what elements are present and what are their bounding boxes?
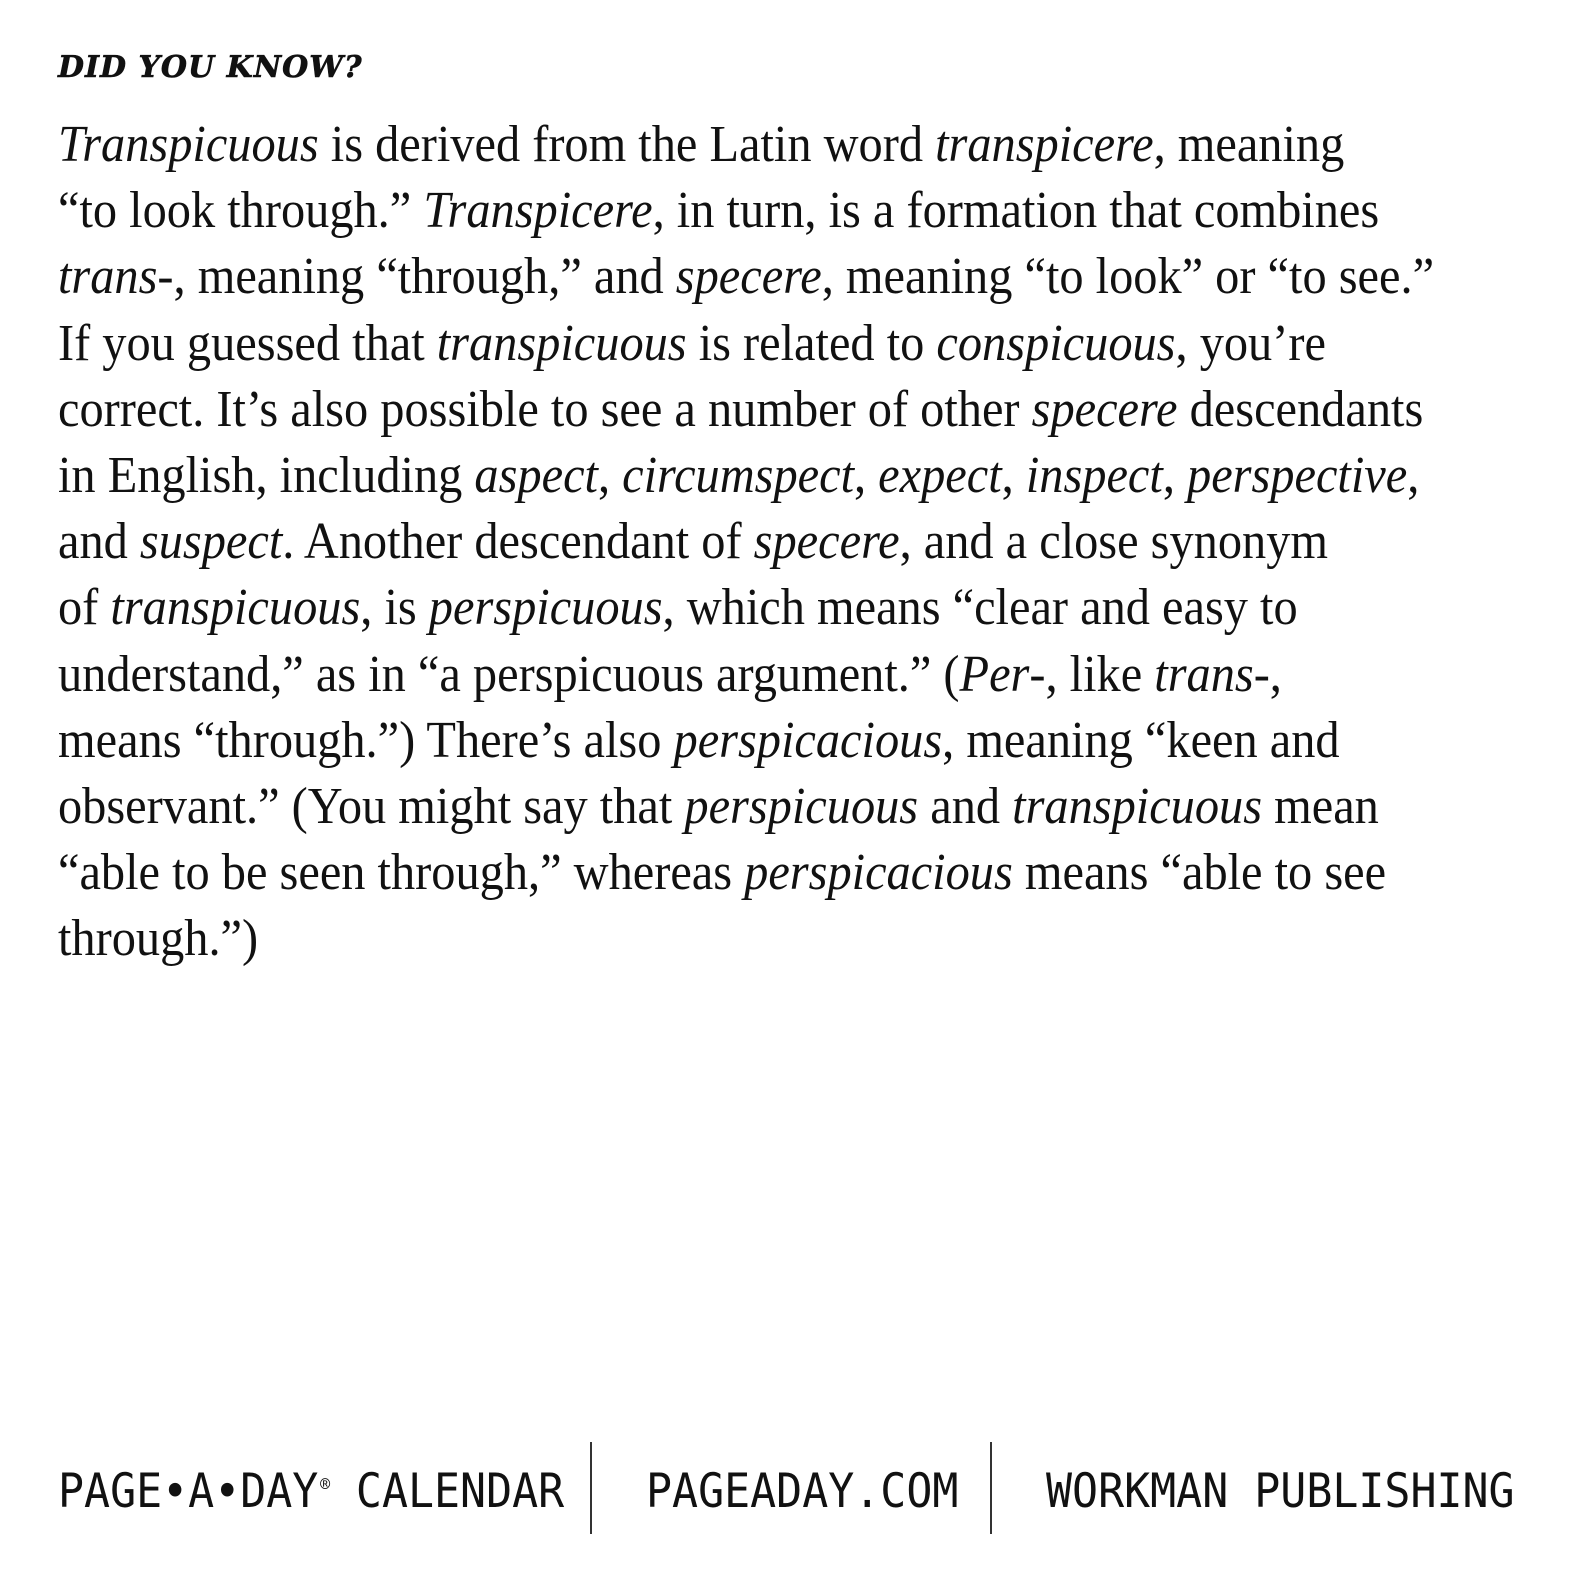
italic-term: perspicuous xyxy=(428,579,663,637)
text-run: , meaning xyxy=(1153,116,1345,173)
text-run: -, like xyxy=(1029,645,1155,703)
italic-term: transpicuous xyxy=(1012,778,1263,836)
text-run: is related to xyxy=(686,314,937,372)
text-run: , xyxy=(1001,447,1026,505)
footer-publisher: WORKMAN PUBLISHING xyxy=(1046,1464,1515,1519)
italic-term: perspicacious xyxy=(673,711,943,769)
paragraph-line xyxy=(58,708,1425,774)
italic-term: specere xyxy=(753,513,900,571)
paragraph-line xyxy=(58,112,1425,178)
text-run: , xyxy=(854,447,879,505)
text-run: is derived from the Latin word xyxy=(318,116,936,173)
text-run: If you guessed that xyxy=(58,314,437,372)
paragraph-line xyxy=(58,377,1425,443)
registered-mark: ® xyxy=(320,1474,331,1496)
text-run: , xyxy=(1162,447,1188,505)
italic-term: inspect xyxy=(1025,447,1163,505)
did-you-know-paragraph xyxy=(58,112,1528,973)
footer-divider xyxy=(590,1442,592,1534)
paragraph-line xyxy=(58,509,1425,575)
text-run: , xyxy=(597,447,623,505)
text-run: , you’re xyxy=(1175,314,1326,372)
text-run: mean xyxy=(1262,778,1379,836)
italic-term: Transpicuous xyxy=(58,116,319,173)
text-run: , is xyxy=(360,579,429,637)
text-run: observant.” (You might say that xyxy=(58,778,685,836)
text-run: , which means “clear and easy to xyxy=(662,579,1298,637)
text-run: in English, including xyxy=(58,447,475,505)
italic-term: Transpicere xyxy=(423,182,653,240)
text-run: means “able to see xyxy=(1012,844,1387,902)
italic-term: perspicacious xyxy=(744,844,1013,902)
text-run: , meaning “to look” or “to see.” xyxy=(821,248,1435,306)
text-run: , xyxy=(1407,447,1420,505)
italic-term: expect xyxy=(878,447,1002,505)
paragraph-line xyxy=(58,575,1425,641)
text-run: understand,” as in “a perspicuous argument.” ( xyxy=(58,645,960,703)
italic-term: aspect xyxy=(474,447,598,505)
text-run: and xyxy=(58,513,140,571)
text-run: . Another descendant of xyxy=(282,513,754,571)
paragraph-line xyxy=(58,311,1425,377)
footer xyxy=(58,1442,1513,1534)
text-run: “to look through.” xyxy=(58,182,424,240)
calendar-label: CALENDAR xyxy=(355,1464,565,1519)
text-run: , in turn, is a formation that combines xyxy=(652,182,1380,240)
italic-term: trans xyxy=(1154,645,1254,703)
text-run: -, meaning “through,” and xyxy=(157,248,676,306)
brand-name: PAGE•A•DAY xyxy=(58,1464,319,1519)
italic-term: transpicuous xyxy=(436,314,687,372)
italic-term: Per xyxy=(959,645,1030,703)
text-run: and xyxy=(918,778,1013,836)
italic-term: transpicere xyxy=(935,116,1154,173)
italic-term: perspicuous xyxy=(684,778,919,836)
italic-term: conspicuous xyxy=(936,314,1176,372)
text-run: correct. It’s also possible to see a number of other xyxy=(58,380,1032,438)
section-heading: DID YOU KNOW? xyxy=(58,50,363,85)
paragraph-line xyxy=(58,840,1425,906)
footer-website: PAGEADAY.COM xyxy=(646,1464,959,1519)
italic-term: circumspect xyxy=(622,447,855,505)
text-run: , and a close synonym xyxy=(899,513,1329,571)
italic-term: specere xyxy=(675,248,822,306)
text-run: -, xyxy=(1253,645,1282,703)
italic-term: trans xyxy=(58,248,158,306)
text-run: of xyxy=(58,579,111,637)
footer-divider xyxy=(990,1442,992,1534)
italic-term: specere xyxy=(1031,380,1178,438)
text-run: descendants xyxy=(1177,380,1424,438)
footer-brand xyxy=(58,1464,564,1519)
paragraph-line xyxy=(58,906,1425,972)
italic-term: suspect xyxy=(139,513,283,571)
paragraph-line xyxy=(58,774,1425,840)
italic-term: perspective xyxy=(1187,447,1408,505)
text-run: means “through.”) There’s also xyxy=(58,711,674,769)
text-run: through.”) xyxy=(58,910,259,968)
paragraph-line xyxy=(58,178,1425,244)
paragraph-line xyxy=(58,443,1425,509)
italic-term: transpicuous xyxy=(110,579,361,637)
paragraph-line xyxy=(58,642,1425,708)
text-run: , meaning “keen and xyxy=(942,711,1340,769)
text-run: “able to be seen through,” whereas xyxy=(58,844,745,902)
paragraph-line xyxy=(58,244,1435,310)
